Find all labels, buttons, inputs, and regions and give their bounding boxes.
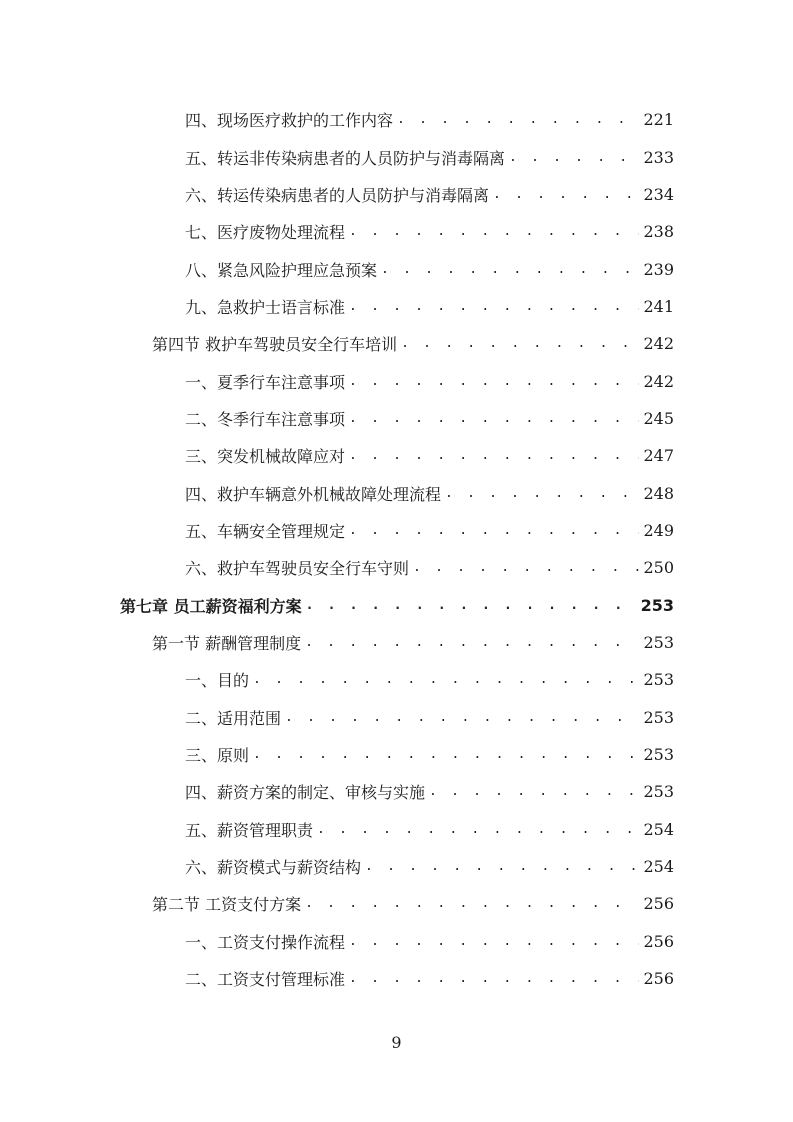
toc-entry-title: 第二节 工资支付方案 — [152, 895, 302, 915]
dot-leader — [349, 448, 639, 463]
toc-entry-page: 239 — [643, 259, 674, 279]
toc-section-entry[interactable] — [152, 885, 674, 922]
toc-item-entry[interactable] — [185, 736, 674, 773]
toc-item-entry[interactable] — [185, 923, 674, 960]
toc-entry-title: 一、工资支付操作流程 — [185, 932, 346, 952]
toc-entry-page: 245 — [643, 408, 674, 428]
toc-entry-page: 233 — [643, 147, 674, 167]
toc-entry-title: 八、紧急风险护理应急预案 — [185, 260, 378, 280]
dot-leader — [253, 747, 639, 762]
dot-leader — [365, 859, 639, 874]
toc-item-entry[interactable] — [185, 848, 674, 885]
toc-section-entry[interactable] — [152, 624, 674, 661]
toc-item-entry[interactable] — [185, 699, 674, 736]
toc-entry-page: 234 — [643, 184, 674, 204]
toc-item-entry[interactable] — [185, 437, 674, 474]
toc-entry-title: 四、薪资方案的制定、审核与实施 — [185, 783, 426, 803]
toc-item-entry[interactable] — [185, 400, 674, 437]
toc-entry-page: 253 — [643, 632, 674, 652]
toc-entry-page: 247 — [643, 446, 674, 466]
dot-leader — [253, 672, 639, 687]
toc-entry-page: 241 — [643, 296, 674, 316]
toc-entry-page: 242 — [643, 371, 674, 391]
toc-entry-page: 256 — [643, 969, 674, 989]
toc-item-entry[interactable] — [185, 811, 674, 848]
toc-entry-title: 五、薪资管理职责 — [185, 820, 314, 840]
toc-section-entry[interactable] — [152, 325, 674, 362]
toc-entry-page: 221 — [643, 110, 674, 130]
toc-entry-page: 253 — [643, 670, 674, 690]
toc-entry-title: 二、冬季行车注意事项 — [185, 409, 346, 429]
toc-entry-title: 五、车辆安全管理规定 — [185, 521, 346, 541]
toc-entry-title: 四、救护车辆意外机械故障处理流程 — [185, 484, 442, 504]
dot-leader — [401, 336, 639, 351]
dot-leader — [317, 822, 639, 837]
toc-entry-title: 五、转运非传染病患者的人员防护与消毒隔离 — [185, 148, 506, 168]
dot-leader — [349, 411, 639, 426]
dot-leader — [429, 784, 639, 799]
toc-item-entry[interactable] — [185, 549, 674, 586]
toc-entry-page: 256 — [643, 931, 674, 951]
toc-item-entry[interactable] — [185, 773, 674, 810]
dot-leader — [349, 224, 639, 239]
dot-leader — [305, 635, 639, 650]
dot-leader — [509, 150, 639, 165]
toc-entry-title: 四、现场医疗救护的工作内容 — [185, 111, 394, 131]
dot-leader — [349, 971, 639, 986]
toc-item-entry[interactable] — [185, 474, 674, 511]
toc-item-entry[interactable] — [185, 176, 674, 213]
toc-entry-page: 250 — [643, 558, 674, 578]
toc-entry-title: 第四节 救护车驾驶员安全行车培训 — [152, 335, 398, 355]
toc-entry-title: 三、突发机械故障应对 — [185, 447, 346, 467]
toc-entry-page: 254 — [643, 819, 674, 839]
toc-item-entry[interactable] — [185, 661, 674, 698]
toc-item-entry[interactable] — [185, 138, 674, 175]
toc-entry-title: 三、原则 — [185, 746, 250, 766]
toc-entry-page: 248 — [643, 483, 674, 503]
toc-entry-title: 一、目的 — [185, 671, 250, 691]
toc-entry-title: 七、医疗废物处理流程 — [185, 223, 346, 243]
dot-leader — [493, 187, 639, 202]
toc-entry-title: 二、适用范围 — [185, 708, 282, 728]
toc-item-entry[interactable] — [185, 101, 674, 138]
toc-entry-page: 256 — [643, 894, 674, 914]
toc-entry-page: 253 — [643, 745, 674, 765]
toc-entry-page: 253 — [643, 707, 674, 727]
toc-chapter-entry[interactable] — [120, 586, 674, 623]
toc-entry-title: 九、急救护士语言标准 — [185, 297, 346, 317]
dot-leader — [445, 486, 639, 501]
table-of-contents — [0, 101, 793, 997]
toc-entry-page: 254 — [643, 857, 674, 877]
dot-leader — [349, 523, 639, 538]
dot-leader — [349, 934, 639, 949]
dot-leader — [285, 710, 639, 725]
dot-leader — [413, 560, 639, 575]
dot-leader — [397, 112, 639, 127]
toc-item-entry[interactable] — [185, 288, 674, 325]
toc-entry-title: 第七章 员工薪资福利方案 — [120, 596, 302, 616]
toc-entry-title: 第一节 薪酬管理制度 — [152, 633, 302, 653]
toc-entry-title: 六、救护车驾驶员安全行车守则 — [185, 559, 410, 579]
dot-leader — [305, 896, 639, 911]
dot-leader — [306, 598, 637, 613]
toc-entry-title: 一、夏季行车注意事项 — [185, 372, 346, 392]
page-number: 9 — [391, 1033, 402, 1052]
dot-leader — [381, 262, 639, 277]
toc-item-entry[interactable] — [185, 362, 674, 399]
toc-item-entry[interactable] — [185, 512, 674, 549]
toc-entry-page: 238 — [643, 222, 674, 242]
toc-item-entry[interactable] — [185, 213, 674, 250]
toc-entry-page: 249 — [643, 520, 674, 540]
toc-entry-title: 六、转运传染病患者的人员防护与消毒隔离 — [185, 185, 490, 205]
toc-entry-title: 六、薪资模式与薪资结构 — [185, 858, 362, 878]
dot-leader — [349, 299, 639, 314]
toc-item-entry[interactable] — [185, 250, 674, 287]
toc-entry-page: 253 — [643, 782, 674, 802]
toc-entry-page: 253 — [640, 595, 674, 615]
dot-leader — [349, 374, 639, 389]
toc-entry-page: 242 — [643, 334, 674, 354]
toc-item-entry[interactable] — [185, 960, 674, 997]
toc-entry-title: 二、工资支付管理标准 — [185, 970, 346, 990]
